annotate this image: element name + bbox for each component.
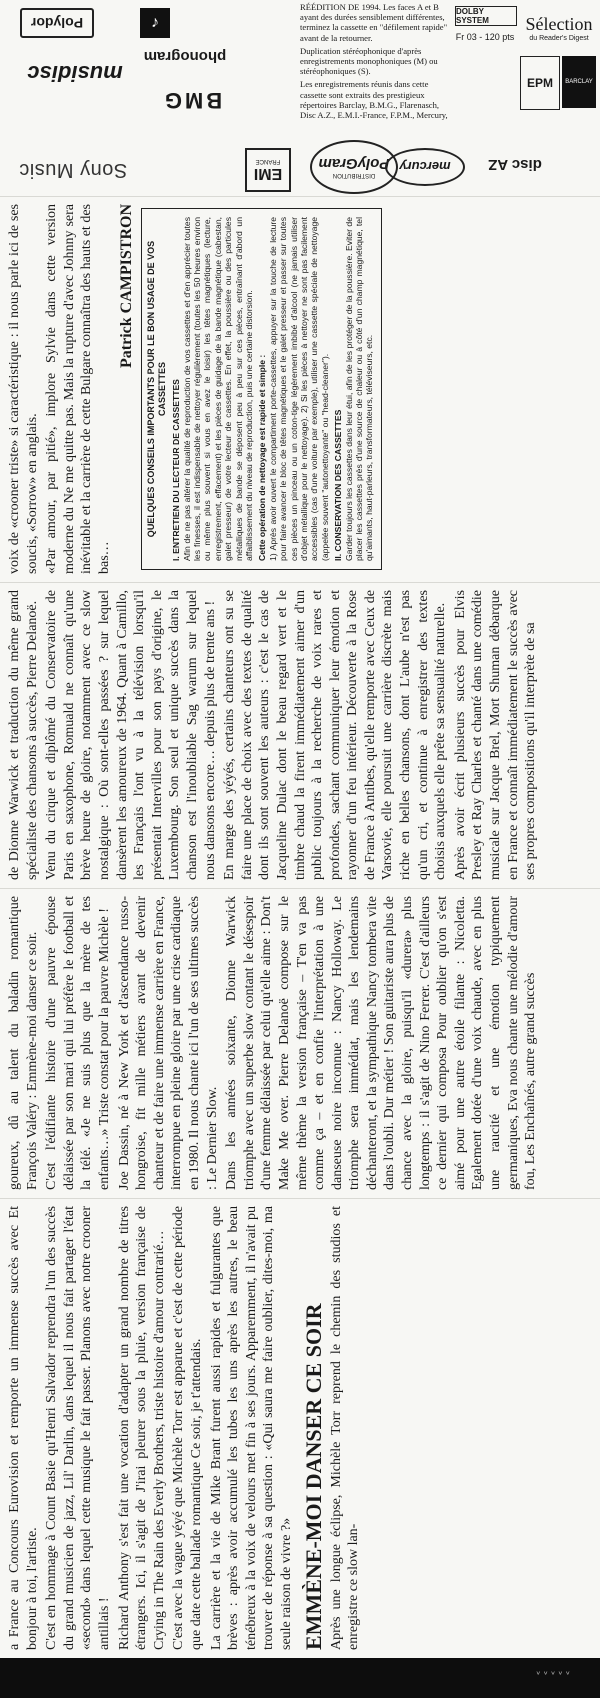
bmg-square-icon: ♪ (140, 8, 170, 38)
credits-block (300, 2, 450, 120)
column-1 (0, 1200, 600, 1656)
fold-line (0, 1198, 600, 1199)
col2-p2: C'est l'édifiante histoire d'une pauvre épouse délaissée par son mari qui lui préfère le football et la télé. «Je ne suis plus que la mère de tes enfants…» Triste constat pour la pauvre Michèle ! (44, 896, 112, 1190)
notice-subsection: Cette opération de nettoyage est rapide et simple : (257, 354, 268, 561)
column-3-panel (0, 584, 600, 886)
labels-credits-panel (0, 0, 600, 195)
col2-p3: Joe Dassin, né à New York et d'ascendance russo-hongroise, fit mille métiers avant de devenir chanteur et de faire une immense carrière en France, interrompue en pleine gloire par une crise cardiaque en 1980. Il nous chante ici l'un de ses ultimes succès : Le Dernier Slow. (116, 896, 220, 1190)
fold-line (0, 582, 600, 583)
col1-p6: Après une longue éclipse, Michèle Torr reprend le chemin des studios et enregistre ce slow lan- (328, 1206, 362, 1650)
column-4 (0, 198, 600, 580)
barclay-logo: BARCLAY (562, 56, 596, 108)
column-4-panel (0, 198, 600, 580)
mercury-logo: mercury (385, 148, 465, 186)
epm-logo: EPM (520, 56, 560, 110)
notice-title: QUELQUES CONSEILS IMPORTANTS POUR LE BON USAGE DE VOS CASSETTES (146, 240, 168, 538)
notice-text-3: Garder toujours les cassettes dans leur étui, afin de les protéger de la poussière. Eviter de placer les cassettes près d'une source de chaleur ou à côté d'un champ magnétique, tel qu'aimants, haut-parleurs, transformateurs, téléviseurs, etc. (343, 217, 375, 561)
col1-p1: a France au Concours Eurovision et remporte un immense succès avec Et bonjour à toi, l'artiste. (7, 1206, 40, 1650)
disc-az-logo: disc AZ (488, 156, 542, 174)
section-heading: EMMÈNE-MOI DANSER CE SOIR (300, 1303, 326, 1650)
column-2 (0, 890, 600, 1196)
column-2-panel (0, 890, 600, 1196)
col1-p3: Richard Anthony s'est fait une vocation d'adapter un grand nombre de titres étrangers. Ici, il s'agit de J'irai pleurer sous la pluie, version française de Crying in The Rain des Everly Brothers, triste histoire d'amour contrarié… (116, 1206, 167, 1650)
col3-p1: de Dionne Warwick et traduction du même grand spécialiste des chansons à succès, Pierre Delanoë. (7, 590, 40, 880)
notice-section-2: II. CONSERVATION DES CASSETTES (333, 409, 344, 561)
bottom-marks: ᵛ ᵛ ᵛ ᵛ ᵛ (536, 1670, 570, 1681)
emi-france-logo: EMI FRANCE (245, 148, 291, 192)
notice-text-1: Afin de ne pas altérer la qualité de reproduction de vos cassettes et d'en apprécier toutes les finesses, il est indispensable de nettoyer régulièrement (toutes les 50 heures environ ou même plus souvent si vous en avez le loisir) les têtes magnétiques (lecture, enregistrement, effacement) et les pièces de guidage de la bande magnétique (cabestan, galet presseur) de votre lecteur de cassettes. En effet, la poussière ou des particules métalliques de bande se déposent peu à peu sur ces pièces, entraînant d'abord un affaiblissement du niveau de reproduction, puis une certaine distorsion. (181, 217, 254, 561)
col3-p3: En marge des yéyés, certains chanteurs ont su se faire une place de choix avec des textes de qualité dont ils sont souvent les auteurs : c'est le cas de Jacqueline Dulac dont le beau regard vert et le timbre chaud la firent immédiatement aimer d'un public toujours à la recherche de voix rares et profondes, sachant communiquer leur émotion et rayonner d'un feu intérieur. Découverte à la Rose de France à Antibes, qu'elle remporte avec Ceux de Varsovie, elle poursuit une carrière discrète mais riche en belles chansons, dont L'aube n'est pas qu'un cri, et continue à enregistrer des textes choisis auxquels elle prête sa sensualité naturelle. (222, 590, 449, 880)
polygram-logo: DISTRIBUTION PolyGram (310, 140, 398, 194)
polydor-logo: Polydor (20, 8, 94, 38)
catalog-number: Fr 03 - 120 pts (455, 32, 515, 42)
musidisc-logo: musidisc (27, 61, 123, 86)
credits-repertoires: Les enregistrements réunis dans cette cassette sont extraits des prestigieux répertoires Barclay, B.M.G., Flarenasch, Disc A.Z., E.M.I.-France, F.P.M., Mercury, (300, 79, 448, 120)
column-3 (0, 584, 600, 886)
col4-p2: «Par amour, par pitié», implore Sylvie dans cette version moderne du Ne me quitte pas. Mais la rupture d'avec Johnny sera inévitable et la carrière de cette Bulgare connaîtra des hauts et des bas… (44, 204, 112, 574)
scan-border-bottom (0, 1658, 600, 1698)
col4-p1: voix de «crooner triste» si caractéristique : il nous parle ici de ses soucis, «Sorrow» en anglais. (7, 204, 40, 574)
credits-reedition: RÉÉDITION DE 1994. Les faces A et B ayant des durées sensiblement différentes, terminez la cassette en "défilement rapide" avant de la retourner. (300, 2, 448, 43)
bmg-logo: BMG (161, 88, 223, 113)
col2-p4: Dans les années soixante, Dionne Warwick triomphe avec un superbe slow contant le désespoir d'une femme délaissée par celui qu'elle aime : Don't Make Me over. Pierre Delanoë compose sur le même thème la version française – T'en va pas comme ça – et en confie l'interprétation à une danseuse noire inconnue : Nancy Holloway. Le triomphe sera immédiat, mais les lendemains déchanteront, et la sympathique Nancy tombera vite dans l'oubli. Dur métier ! Son guitariste aura plus de chance avec la gloire, puisqu'il «durera» plus longtemps : il s'agit de Nino Ferrer. C'est d'ailleurs ce dernier qui composa Pour oublier qu'on s'est aimé pour une autre étoile filante : Nicoletta. Egalement dotée d'une voix chaude, avec en plus une raucité et une émotion typiquement germaniques, Eva nous chante une mélodie d'amour fou, Les Enchaînés, autre grand succès (224, 896, 539, 1190)
col1-p4: C'est avec la vague yéyé que Michèle Torr est apparue et c'est de cette période que date cette ballade romantique Ce soir, je t'attendais. (171, 1206, 204, 1650)
col1-p5: La carrière et la vie de Mike Brant furent aussi rapides et fulgurantes que brèves : après avoir accumulé les tubes les uns après les autres, le beau ténébreux à la voix de velours met fin à ses jours. Apparemment, il n'avait pu trouver de réponse à sa question : «Qui saura me faire oublier, dites-moi, ma seule raison de vivre ?» (208, 1206, 294, 1650)
fold-line (0, 888, 600, 889)
dolby-badge: DOLBY SYSTEM (455, 6, 517, 26)
selection-logo: Sélection du Reader's Digest (525, 14, 593, 42)
author-signature: Patrick CAMPISTRON (117, 204, 135, 368)
column-1-panel (0, 1200, 600, 1656)
sony-music-logo: Sony Music (18, 159, 128, 182)
phonogram-logo: phonogram (143, 48, 227, 66)
col3-p2: Venu du cirque et diplômé du Conservatoire de Paris en saxophone, Romuald ne connaît qu'une brève heure de gloire, notamment avec ce slow nostalgique : Où sont-elles passées ? sur lequel dansèrent les amoureux de 1964. Quant à Camillo, les Français l'ont vu à la télévision lorsqu'il présentait Intervilles pour son pays d'origine, le Luxembourg. Son seul et unique succès dans la chanson est l'inoubliable Sag warum sur lequel nous dansons encore… depuis plus de trente ans ! (44, 590, 218, 880)
cassette-care-notice (141, 208, 382, 570)
col1-p2: C'est en hommage à Count Basie qu'Henri Salvador reprendra l'un des succès du grand musicien de jazz, Lil' Darlin, dans lequel il nous fait partager l'état «second» dans lequel cette musique le fait passer. Planons avec notre crooner antillais ! (44, 1206, 112, 1650)
col3-p4: Après avoir écrit plusieurs succès pour Elvis Presley et Ray Charles et chanté dans une comédie musicale sur Jacque Brel, Mort Shuman débarque en France et connaît immédiatement le succès avec ses propres compositions qu'il interprète de sa (452, 590, 539, 880)
notice-text-2: 1) Après avoir ouvert le compartiment porte-cassettes, appuyer sur la touche de lecture pour faire avancer le bloc de têtes magnétiques et le galet presseur et passer sur toutes ces pièces un pinceau ou un coton-tige légèrement imbibé d'alcool (ne jamais utiliser d'objet métallique pour le nettoyage). 2) Si les pièces à nettoyer ne sont pas facilement accessibles (cas d'une voiture par exemple), utiliser une cassette spéciale de nettoyage (appelée souvent "autonettoyante" ou "head-cleaner"). (267, 217, 330, 561)
col2-p1: goureux, dû au talent du baladin romantique François Valéry : Emmène-moi danser ce soir. (7, 896, 40, 1190)
notice-section-1: I. ENTRETIEN DU LECTEUR DE CASSETTES (171, 379, 182, 561)
credits-duplication: Duplication stéréophonique d'après enregistrements monophoniques (M) ou stéréophoniques (S). (300, 45, 438, 77)
fold-line (0, 196, 600, 197)
